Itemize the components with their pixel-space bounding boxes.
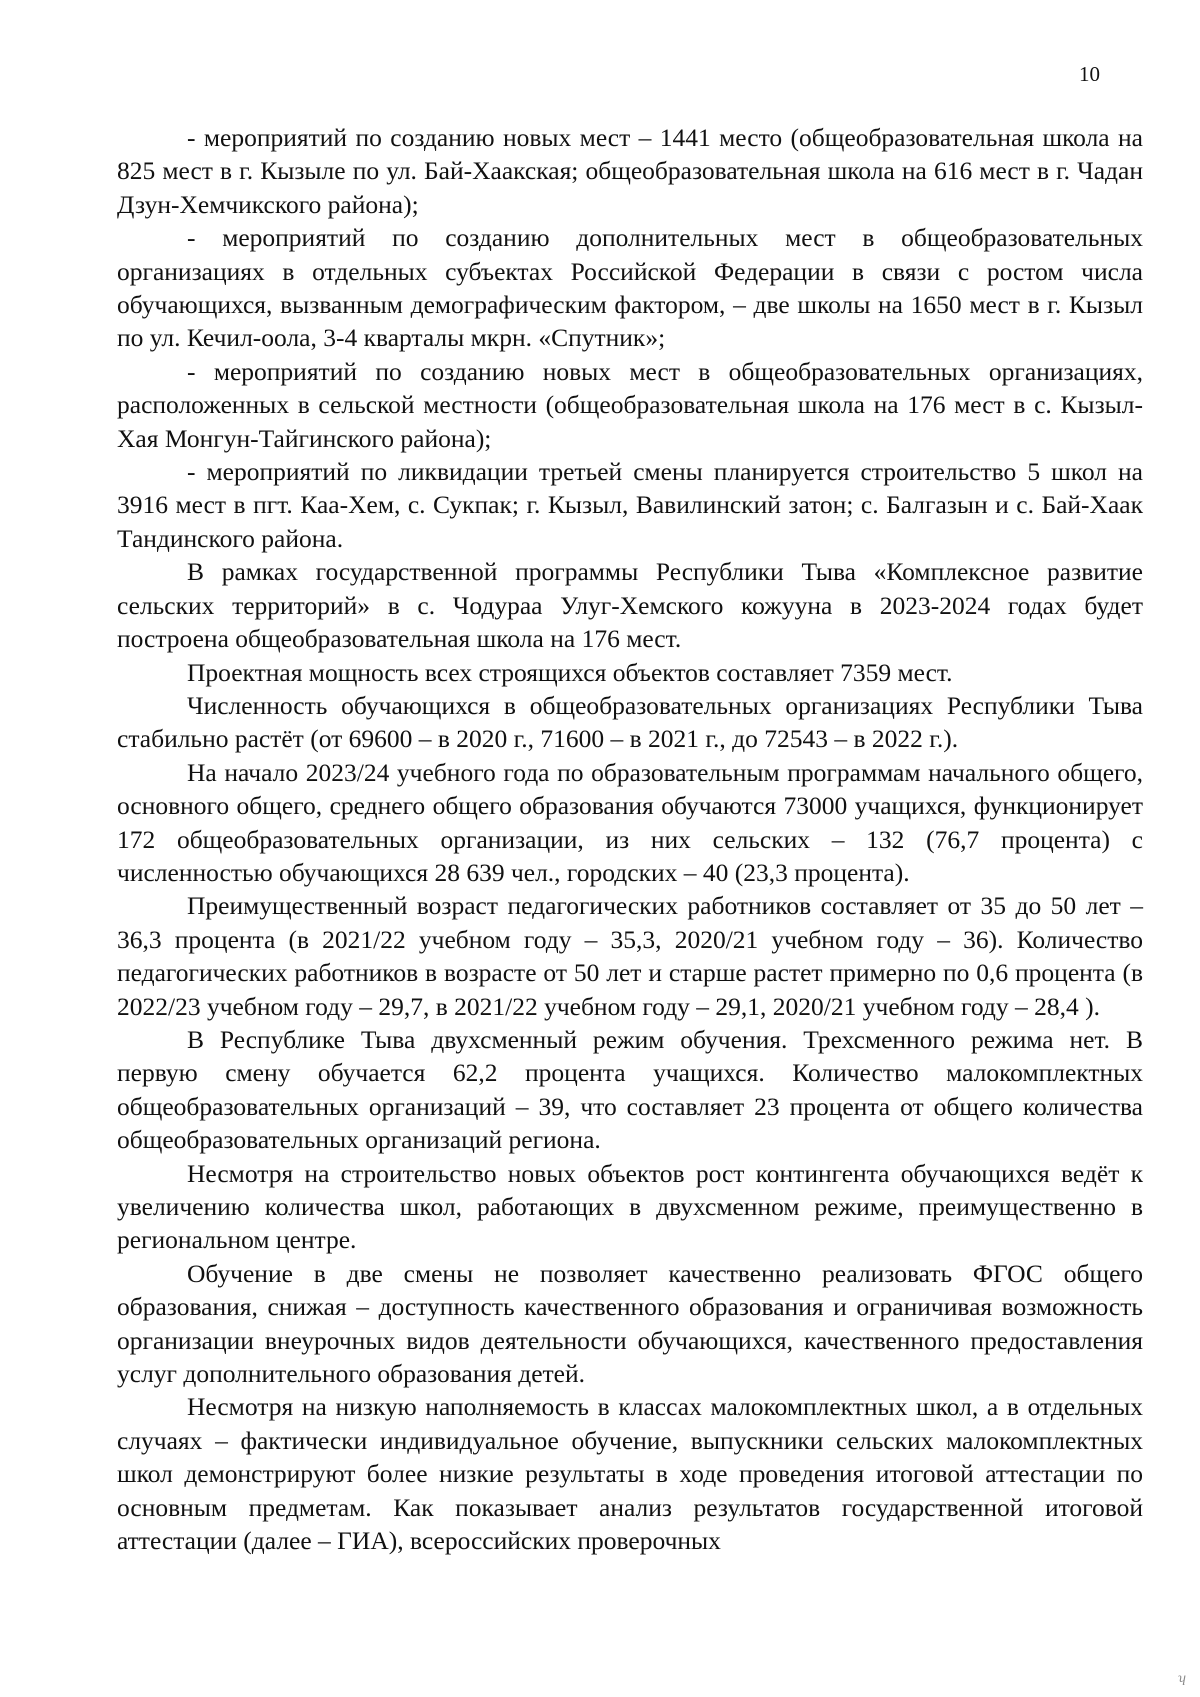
page-number: 10 bbox=[1079, 62, 1100, 86]
paragraph-7: Численность обучающихся в общеобразовательных организациях Республики Тыва стабильно растёт (от 69600 – в 2020 г., 71600 – в 2021 г., до 72543 – в 2022 г.). bbox=[117, 690, 1143, 754]
paragraph-13: Несмотря на низкую наполняемость в классах малокомплектных школ, а в отдельных случаях – фактически индивидуальное обучение, выпускники сельских малокомплектных школ демонстрируют более низкие результаты в ходе проведения итоговой аттестации по основным предметам. Как показывает анализ результатов государственной итоговой аттестации (далее – ГИА), всероссийских проверочных bbox=[117, 1392, 1143, 1556]
paragraph-8: На начало 2023/24 учебного года по образовательным программам начального общего, основного общего, среднего общего образования обучаются 73000 учащихся, функционирует 172 общеобразовательных организации, из них сельских – 132 (76,7 процента) с численностью обучающихся 28 639 чел., городских – 40 (23,3 процента). bbox=[117, 757, 1143, 887]
paragraph-2: - мероприятий по созданию дополнительных мест в общеобразовательных организациях в отдельных субъектах Российской Федерации в связи с ростом числа обучающихся, вызванным демографическим фактором, – две школы на 1650 мест в г. Кызыл по ул. Кечил-оола, 3-4 кварталы мкрн. «Спутник»; bbox=[117, 223, 1143, 353]
paragraph-10: В Республике Тыва двухсменный режим обучения. Трехсменного режима нет. В первую смену обучается 62,2 процента учащихся. Количество малокомплектных общеобразовательных организаций – 39, что составляет 23 процента от общего количества общеобразовательных организаций региона. bbox=[117, 1024, 1143, 1155]
paragraph-1: - мероприятий по созданию новых мест – 1441 место (общеобразовательная школа на 825 мест в г. Кызыле по ул. Бай-Хаакская; общеобразовательная школа на 616 мест в г. Чадан Дзун-Хемчикского района); bbox=[117, 123, 1143, 219]
paragraph-12: Обучение в две смены не позволяет качественно реализовать ФГОС общего образования, снижая – доступность качественного образования и ограничивая возможность организации внеурочных видов деятельности обучающихся, качественного предоставления услуг дополнительного образования детей. bbox=[117, 1258, 1143, 1389]
document-body bbox=[117, 121, 1143, 1557]
paragraph-6: Проектная мощность всех строящихся объектов составляет 7359 мест. bbox=[187, 657, 953, 687]
paragraph-3: - мероприятий по созданию новых мест в общеобразовательных организациях, расположенных в сельской местности (общеобразовательная школа на 176 мест в с. Кызыл-Хая Монгун-Тайгинского района); bbox=[117, 356, 1143, 453]
paragraph-9: Преимущественный возраст педагогических работников составляет от 35 до 50 лет – 36,3 процента (в 2021/22 учебном году – 35,3, 2020/21 учебном году – 36). Количество педагогических работников в возрасте от 50 лет и старше растет примерно по 0,6 процента (в 2022/23 учебном году – 29,7, в 2021/22 учебном году – 29,1, 2020/21 учебном году – 28,4 ). bbox=[117, 891, 1143, 1021]
paragraph-11: Несмотря на строительство новых объектов рост контингента обучающихся ведёт к увеличению количества школ, работающих в двухсменном режиме, преимущественно в региональном центре. bbox=[117, 1158, 1143, 1255]
paragraph-4: - мероприятий по ликвидации третьей смены планируется строительство 5 школ на 3916 мест в пгт. Каа-Хем, с. Сукпак; г. Кызыл, Вавилинский затон; с. Балгазын и с. Бай-Хаак Тандинского района. bbox=[117, 457, 1143, 553]
corner-handwritten-mark: ʮ bbox=[1178, 1671, 1186, 1686]
paragraph-5: В рамках государственной программы Республики Тыва «Комплексное развитие сельских территорий» в с. Чодураа Улуг-Хемского кожууна в 2023-2024 годах будет построена общеобразовательная школа на 176 мест. bbox=[117, 557, 1143, 654]
